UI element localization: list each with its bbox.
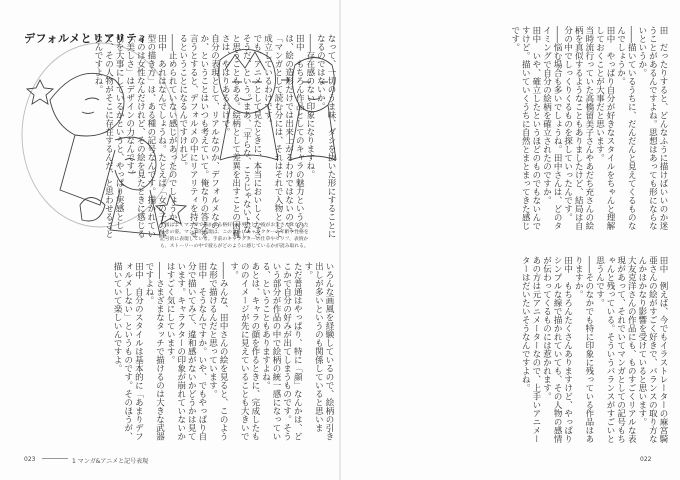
- paragraph: 何を大事にしているかというと、やっぱり実感として、その人物がそこに存在するんだ、と思わせることなんですよね。: [92, 34, 125, 238]
- paragraph: 田中 もちろんたくさんありますけど、やっぱりシンプルな線で描かれていても、その人物の感情が伝わってくるものには惹かれます。: [541, 256, 573, 443]
- paragraph: ――さまざまなタッチで描けるのは大きな武器ですよね。: [143, 262, 165, 441]
- paragraph: ――そのなかでも特に印象に残っている作品はありますか。: [573, 256, 594, 443]
- paragraph: ――止められていない感じがあったのでしょうか。: [167, 34, 178, 230]
- paragraph: 田中 やっぱり自分が好きなスタイルをちゃんと理解しておくことが大事だと思います。: [594, 26, 616, 230]
- paragraph: あの方は元アニメーターなので、上手いアニメーターはだいたいそうなんですよね。: [520, 256, 541, 443]
- right-page-number: 022: [640, 456, 652, 463]
- paragraph: ――描いているうちに、だんだんと見えてくるものなんでしょうか。: [615, 26, 637, 230]
- paragraph: ――悩む場合も多いでしょうね。田中さんは、どのタイミングで自分の絵柄を確立されたのですか。: [541, 26, 563, 230]
- paragraph: 田中 いや、確立したというほどのものでもないんですけど。描いていくうちに自然とまとまってきた感じです。: [509, 26, 541, 230]
- paragraph: 田中 あれはなんでしょうね。たとえば「女の子の体型の描き方」は、ある種の記号なんです。描かれているのは女性なんだけれど、その絵を見たときに感じる「美しさ」はデザインの力なんです。: [124, 34, 167, 238]
- paragraph: ただ普通はやっぱり、特に「顔」なんかは、どこかで自分の好みが出てしまうものです。そういう部分が作品の中で絵柄の統一感になっている、ということもありますよね。: [260, 262, 303, 441]
- left-page-upper-text: [92, 34, 336, 246]
- paragraph: 田中 例えば、今でもイラストレーターの麻宮騎亜さんの絵がすごく好きで、バランスの取り方なんかはかなり影響を受けていると思います。: [636, 256, 668, 443]
- paragraph: 自分の表現として、リアルなのか、デフォルメなのか、ということはいつも考えていて。俺なりの答えを言うとすると、デフォルメの中にリアリティを持たせるということになるんですけれど。: [177, 34, 220, 238]
- right-page-lower-text: [348, 256, 668, 448]
- page-gutter: [339, 0, 341, 480]
- paragraph: ――存在感のない印象になりますね。: [304, 34, 315, 179]
- left-page-number: 023: [24, 456, 36, 463]
- paragraph: でも、アニメとして見たときに、本当においしくなさそうだ、という。まあ、「平らな、こうじゃないよな」と思うこともある。絵柄として差異を出すことの困難さは、やはりあるわけで。: [220, 34, 262, 243]
- paragraph: 田 だったりすると、どんなふうに描けばいいのか迷うことがあるんですよね。思想はあっても形にならないというか。: [636, 26, 668, 230]
- paragraph: あとは、キャラの顔を作るときに、完成したもののイメージが先に見えていることも大きいです。: [228, 262, 260, 441]
- paragraph: なって、一切のうま味、ダシを抜いた形にすることになるのではないか。: [315, 34, 336, 238]
- left-page-lower-text: [16, 262, 334, 448]
- paragraph: 大友克洋さんの作品にも、ものすごくリアルな表現があって、それでいてマンガとしての記号もちゃんと残っている。そういうバランスがすごいと思うんです。: [594, 256, 637, 443]
- paragraph: ――みんな、田中さんの絵を見ると、このような形で描けるんだと思っています。: [207, 262, 229, 441]
- paragraph: 田中 そうなんですか。いや、でもやっぱり自分で描いてみて、違和感がないかどうかは見ています。キャラクターの印象が崩れていないかはすごく気にしています。: [165, 262, 207, 441]
- paragraph: 当時流行っていた高橋留美子さんやあだち充さんの絵柄を真似するようなこともありましたけど、結局は自分の中でしっくりくるものを探していったんです。: [562, 26, 594, 230]
- footer-rule: [42, 458, 68, 459]
- figure-caption: 上図はよくマンガで描かれる格好いい男性と、彼がお父さんになったときの姿。マンガ的表現は、このようにキャラクターの年齢や性格を記号的に表現している。手前のキャラクターの仕草やセリフ、表情から、ストーリーの中で彼らがどのように感じているかが読み取れる。: [160, 223, 309, 249]
- paragraph: 田中 もちろん作品としてのキャラの魅力というのは、絵の造形だけでは出来上がるわけではないので、「マンガとして読む分には、それはそれで入物として成立しているわけです。: [262, 34, 305, 238]
- right-page-upper-text: [348, 26, 668, 238]
- section-title: デフォルメとリアリティ: [24, 32, 149, 45]
- left-chapter-title: 1 マンガ&アニメと記号表現: [72, 458, 149, 465]
- paragraph: 田中 自分のスタイルは基本的に「あまりデフォルメしない」というものです。そのほうが、描いていて楽しいんですよ。: [112, 262, 144, 441]
- paragraph: いろんな画風を経験しているので、絵柄の引き出しが多いというのも関係していると思います。: [302, 262, 334, 441]
